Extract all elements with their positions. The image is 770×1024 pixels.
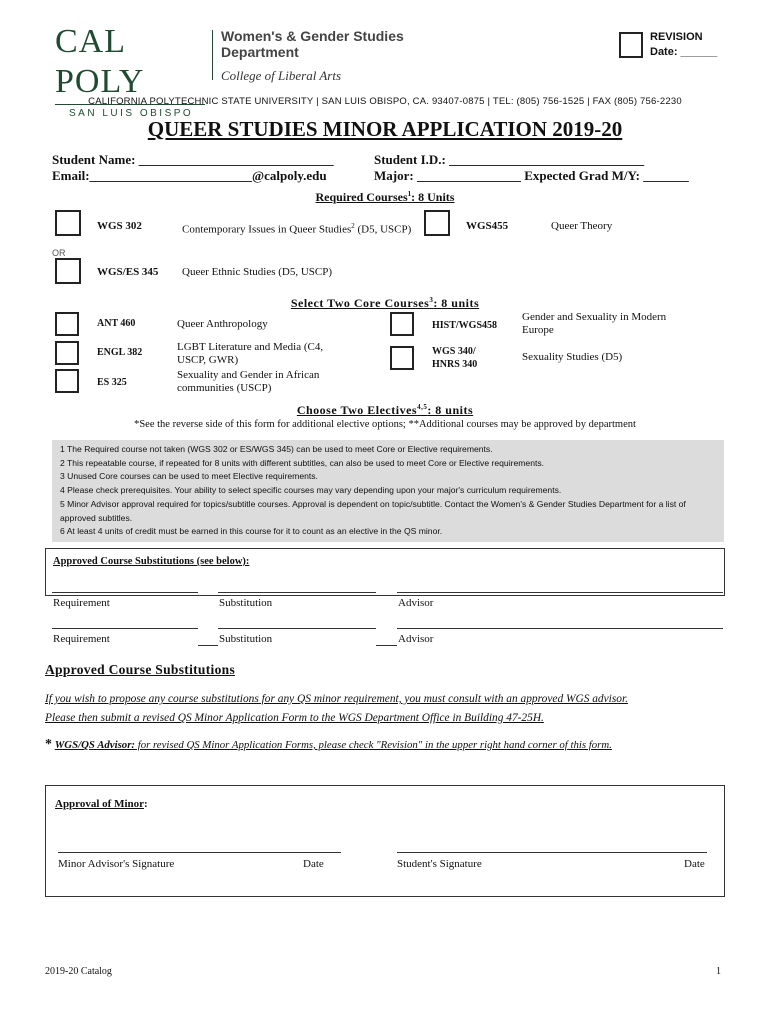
course-desc: Gender and Sexuality in Modern Europe <box>522 311 667 336</box>
email-field[interactable]: Email:_________________________@calpoly.edu <box>52 168 327 183</box>
substitution-line-2[interactable] <box>218 628 376 629</box>
course-desc: LGBT Literature and Media (C4, USCP, GWR) <box>177 341 324 366</box>
course-code: ENGL 382 <box>97 347 143 358</box>
address-line: CALIFORNIA POLYTECHNIC STATE UNIVERSITY | SAN LUIS OBISPO, CA. 93407-0875 | TEL: (805) 756-1525 | FAX (805) 756-2230 <box>88 96 682 107</box>
student-date-label: Date <box>684 858 705 870</box>
course-code: ES 325 <box>97 377 127 388</box>
major-field[interactable]: Major: ________________ Expected Grad M/Y: _______ <box>374 168 689 183</box>
footnote: 6 At least 4 units of credit must be earned in this course for it to count as an elective in the QS minor. <box>60 526 443 537</box>
wgs340-checkbox[interactable] <box>390 346 414 370</box>
hist458-checkbox[interactable] <box>390 312 414 336</box>
requirement-label: Requirement <box>53 633 110 645</box>
engl382-checkbox[interactable] <box>55 341 79 365</box>
footer-catalog: 2019-20 Catalog <box>45 966 112 977</box>
dept-line2: Department <box>221 44 299 60</box>
footnote: 3 Unused Core courses can be used to meet Elective requirements. <box>60 471 318 482</box>
revision-checkbox[interactable] <box>619 32 643 58</box>
substitutions-heading: Approved Course Substitutions <box>45 662 235 677</box>
course-code: ANT 460 <box>97 318 136 329</box>
page-title: QUEER STUDIES MINOR APPLICATION 2019-20 <box>147 117 623 141</box>
substitution-label: Substitution <box>219 633 273 645</box>
required-heading: Required Courses$^1$: 8 Units <box>315 190 455 204</box>
student-id-field[interactable]: Student I.D.: ______________________________ <box>374 152 645 167</box>
department-block <box>221 28 404 84</box>
advisor-line-1[interactable] <box>397 592 723 593</box>
student-name-field[interactable]: Student Name: ______________________________ <box>52 152 334 167</box>
cal-poly-logo <box>55 22 215 119</box>
logo-main: CAL POLY <box>55 23 145 100</box>
revision-label: REVISION <box>650 31 703 43</box>
footnote: 5 Minor Advisor approval required for topics/subtitle courses. Approval is dependent on topic/subtitle. Contact the Women's & Gender Studies Department for a list of approved subtitles. <box>60 498 686 523</box>
course-desc: Sexuality Studies (D5) <box>522 351 623 363</box>
requirement-label: Requirement <box>53 597 110 609</box>
footnotes-panel <box>52 440 724 542</box>
ant460-checkbox[interactable] <box>55 312 79 336</box>
substitutions-line1: If you wish to propose any course substitutions for any QS minor requirement, you must consult with an approved WGS advisor. <box>45 693 628 705</box>
advisor-signature-label: Minor Advisor's Signature <box>58 858 175 870</box>
logo-sub: SAN LUIS OBISPO <box>69 108 194 119</box>
student-signature-line[interactable] <box>397 852 707 853</box>
advisor-date-label: Date <box>303 858 324 870</box>
course-desc: Queer Theory <box>551 220 613 232</box>
substitution-line-1[interactable] <box>218 592 376 593</box>
line-tail-2 <box>376 645 397 646</box>
approval-title: Approval of Minor: <box>55 798 148 810</box>
footer-page-number: 1 <box>716 966 721 977</box>
substitution-label: Substitution <box>219 597 273 609</box>
dept-line1: Women's & Gender Studies <box>221 28 404 44</box>
advisor-label: Advisor <box>398 633 434 645</box>
student-signature-label: Student's Signature <box>397 858 482 870</box>
wgs455-checkbox[interactable] <box>424 210 450 236</box>
course-code: WGS/ES 345 <box>97 266 159 278</box>
revision-date: Date: ______ <box>650 46 718 58</box>
substitutions-box-title: Approved Course Substitutions (see below): <box>53 556 250 567</box>
requirement-line-1[interactable] <box>52 592 198 593</box>
advisor-label: Advisor <box>398 597 434 609</box>
es325-checkbox[interactable] <box>55 369 79 393</box>
course-desc: Contemporary Issues in Queer Studies$^2$ (D5, USCP) <box>182 222 412 236</box>
electives-note: *See the reverse side of this form for additional elective options; **Additional courses may be approved by department <box>134 419 636 430</box>
footnote: 1 The Required course not taken (WGS 302 or ES/WGS 345) can be used to meet Core or Elective requirements. <box>60 444 493 454</box>
line-tail-1 <box>198 645 218 646</box>
course-desc: Queer Anthropology <box>177 318 268 330</box>
course-code: WGS 302 <box>97 220 142 232</box>
course-code: WGS455 <box>466 220 509 232</box>
course-desc: Sexuality and Gender in African communities (USCP) <box>177 369 320 394</box>
logo-divider <box>212 30 213 80</box>
advisor-note: * WGS/QS Advisor: for revised QS Minor Application Forms, please check "Revision" in the upper right hand corner of this form. <box>45 737 612 752</box>
wgs302-checkbox[interactable] <box>55 210 81 236</box>
core-heading: Select Two Core Courses$^3$: 8 units <box>290 296 480 310</box>
substitutions-line2: Please then submit a revised QS Minor Application Form to the WGS Department Office in Building 47-25H. <box>45 712 544 724</box>
requirement-line-2[interactable] <box>52 628 198 629</box>
advisor-line-2[interactable] <box>397 628 723 629</box>
college-name: College of Liberal Arts <box>221 68 342 83</box>
course-code: WGS 340/ HNRS 340 <box>432 346 478 370</box>
course-desc: Queer Ethnic Studies (D5, USCP) <box>182 266 333 278</box>
advisor-signature-line[interactable] <box>58 852 341 853</box>
electives-heading: Choose Two Electives$^{4,5}$: 8 units <box>296 403 474 417</box>
wgses345-checkbox[interactable] <box>55 258 81 284</box>
course-code: HIST/WGS458 <box>432 320 498 331</box>
footnote: 4 Please check prerequisites. Your ability to select specific courses may vary depending upon your major's curriculum requirements. <box>60 485 562 496</box>
or-label: OR <box>52 248 66 258</box>
footnote: 2 This repeatable course, if repeated for 8 units with different subtitles, can also be used to meet Core or Elective requirements. <box>60 457 545 468</box>
